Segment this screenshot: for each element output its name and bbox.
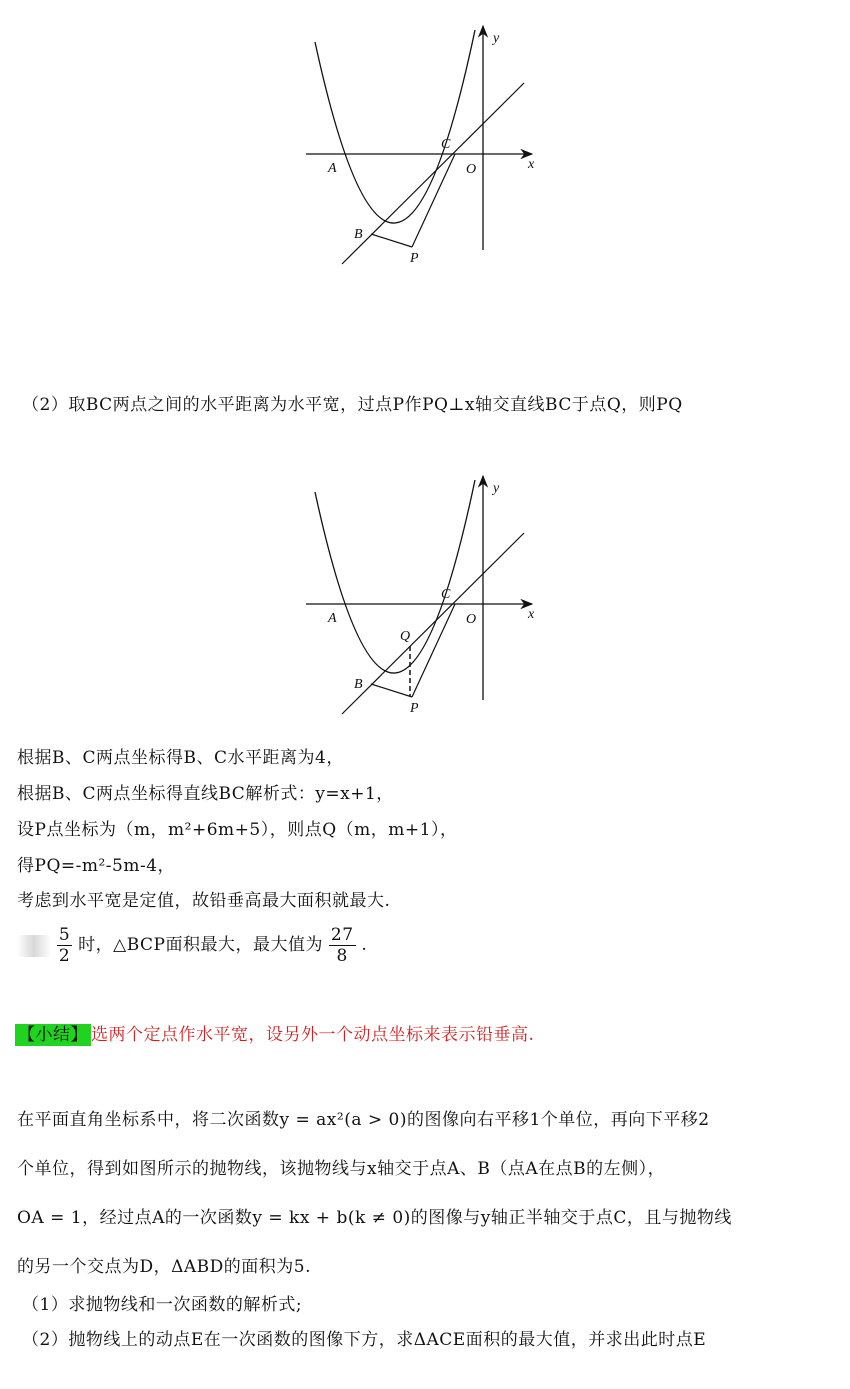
label-c: C <box>441 587 451 602</box>
summary-text: 选两个定点作水平宽，设另外一个动点坐标来表示铅垂高. <box>91 1025 535 1045</box>
segment-bp <box>371 684 412 697</box>
label-a: A <box>328 161 337 176</box>
parabola-curve <box>315 480 475 673</box>
problem-line-4: 的另一个交点为D，ΔABD的面积为5. <box>17 1257 312 1277</box>
label-c: C <box>441 137 451 152</box>
fraction-max <box>329 925 356 966</box>
label-o: O <box>466 612 477 627</box>
problem-line-2: 个单位，得到如图所示的抛物线，该抛物线与x轴交于点A、B（点A在点B的左侧）， <box>17 1159 666 1179</box>
max-area-text: 时，△BCP面积最大，最大值为 <box>78 935 323 955</box>
solution-line-2: 根据B、C两点坐标得直线BC解析式：y=x+1， <box>17 784 394 804</box>
label-b: B <box>354 677 363 692</box>
summary-line <box>15 1023 534 1047</box>
figure-2-graph <box>300 470 550 720</box>
line-bc <box>342 533 524 714</box>
solution-line-1: 根据B、C两点坐标得B、C水平距离为4， <box>17 748 344 768</box>
question-2: （2）抛物线上的动点E在一次函数的图像下方，求ΔACE面积的最大值，并求出此时点E <box>22 1330 707 1350</box>
fraction-max-num: 27 <box>330 925 354 945</box>
label-a: A <box>328 611 337 626</box>
solution-line-3: 设P点坐标为（m，m²+6m+5），则点Q（m，m+1）， <box>17 820 458 840</box>
faded-prefix <box>17 935 51 957</box>
label-y: y <box>493 31 500 46</box>
solution-line-5: 考虑到水平宽是定值，故铅垂高最大面积就最大. <box>17 891 391 911</box>
problem-line-1: 在平面直角坐标系中，将二次函数y = ax²(a > 0)的图像向右平移1个单位，再向下平移2 <box>17 1110 710 1130</box>
fraction-m <box>57 925 72 966</box>
solution-line-4: 得PQ=-m²-5m-4， <box>17 856 176 876</box>
part-2-statement: （2）取BC两点之间的水平距离为水平宽，过点P作PQ⊥x轴交直线BC于点Q，则PQ <box>22 395 683 415</box>
max-area-line <box>17 925 367 966</box>
parabola-curve <box>315 30 475 223</box>
figure-1-graph <box>300 20 550 270</box>
segment-bp <box>371 234 412 247</box>
max-area-end: . <box>361 935 368 955</box>
label-p: P <box>410 251 419 266</box>
segment-pc <box>412 604 455 697</box>
line-bc <box>342 83 524 264</box>
label-p: P <box>410 701 419 716</box>
fraction-m-den: 2 <box>58 946 71 966</box>
fraction-m-num: 5 <box>58 925 71 945</box>
label-o: O <box>466 162 477 177</box>
label-y: y <box>493 481 500 496</box>
problem-line-3: OA = 1，经过点A的一次函数y = kx + b(k ≠ 0)的图像与y轴正半轴交于点C，且与抛物线 <box>17 1208 732 1228</box>
label-q: Q <box>400 629 411 644</box>
label-x: x <box>528 157 535 172</box>
summary-tag: 【小结】 <box>15 1024 91 1046</box>
segment-pc <box>412 154 455 247</box>
label-x: x <box>528 607 535 622</box>
question-1: （1）求抛物线和一次函数的解析式; <box>22 1295 303 1315</box>
label-b: B <box>354 227 363 242</box>
fraction-max-den: 8 <box>336 946 348 966</box>
